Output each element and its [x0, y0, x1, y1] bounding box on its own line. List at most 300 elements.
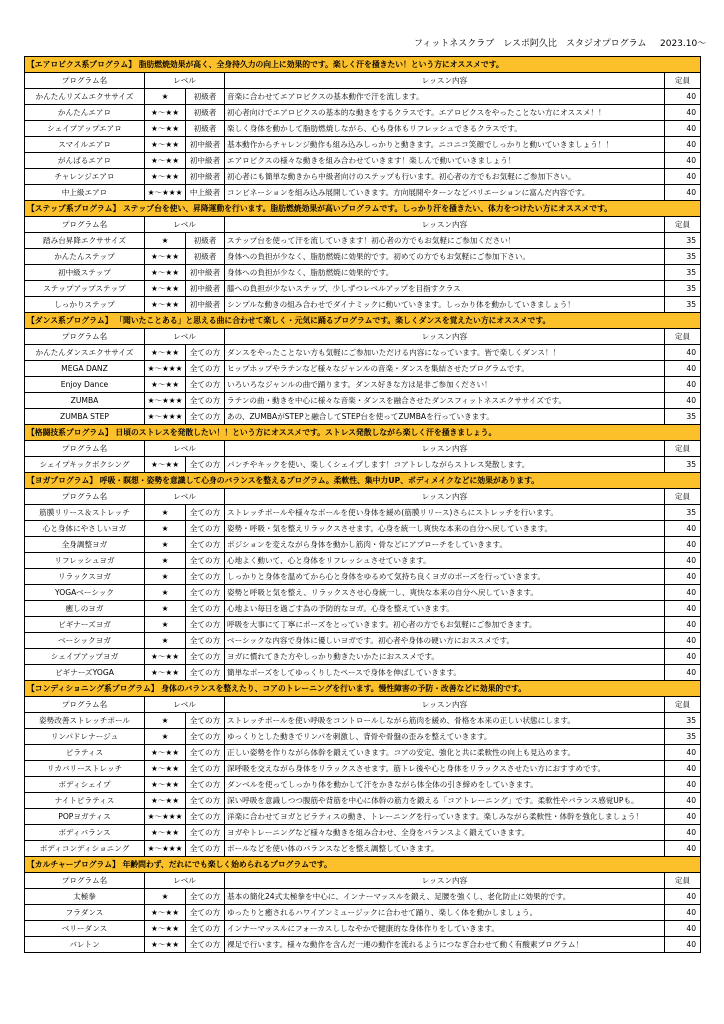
col-header-level: レベル: [145, 441, 225, 457]
capacity-value: 40: [665, 809, 701, 825]
section-title: 【格闘技系プログラム】 日頃のストレスを発散したい！！という方にオススメです。ストレス発散しながら楽しく汗を掻きましょう。: [25, 425, 701, 441]
level-label: 全ての方: [186, 377, 225, 393]
level-stars: ★: [145, 89, 186, 105]
capacity-value: 40: [665, 553, 701, 569]
level-stars: ★～★★: [145, 297, 186, 313]
table-row: [25, 633, 701, 649]
col-header-content: レッスン内容: [225, 489, 665, 505]
section-header: [25, 857, 701, 873]
capacity-value: 40: [665, 569, 701, 585]
lesson-description: パンチやキックを使い、楽しくシェイプします！コアトレしながらストレス発散します。: [225, 457, 665, 473]
capacity-value: 40: [665, 601, 701, 617]
table-row: [25, 153, 701, 169]
program-name: ボディバランス: [25, 825, 145, 841]
col-header-capacity: 定員: [665, 489, 701, 505]
program-name: かんたんステップ: [25, 249, 145, 265]
col-header-level: レベル: [145, 217, 225, 233]
level-label: 全ての方: [186, 793, 225, 809]
level-stars: ★～★★: [145, 457, 186, 473]
program-name: ボディシェイプ: [25, 777, 145, 793]
col-header-capacity: 定員: [665, 873, 701, 889]
capacity-value: 40: [665, 185, 701, 201]
section-title: 【ステップ系プログラム】 ステップ台を使い、昇降運動を行います。脂肪燃焼効果が高いプログラムです。しっかり汗を掻きたい、体力をつけたい方にオススメです。: [25, 201, 701, 217]
level-label: 初級者: [186, 121, 225, 137]
lesson-description: ボールなどを使い体のバランスなどを整え調整していきます。: [225, 841, 665, 857]
level-stars: ★～★★★: [145, 185, 186, 201]
col-header-program: プログラム名: [25, 73, 145, 89]
capacity-value: 40: [665, 169, 701, 185]
program-name: YOGAベーシック: [25, 585, 145, 601]
capacity-value: 40: [665, 649, 701, 665]
table-row: [25, 361, 701, 377]
capacity-value: 40: [665, 393, 701, 409]
level-stars: ★～★★: [145, 377, 186, 393]
program-name: ZUMBA: [25, 393, 145, 409]
program-schedule-table: [24, 56, 701, 953]
table-row: [25, 345, 701, 361]
table-row: [25, 249, 701, 265]
level-stars: ★～★★★: [145, 809, 186, 825]
program-name: チャレンジエアロ: [25, 169, 145, 185]
level-label: 全ての方: [186, 633, 225, 649]
col-header-program: プログラム名: [25, 489, 145, 505]
table-row: [25, 537, 701, 553]
program-name: ベリーダンス: [25, 921, 145, 937]
lesson-description: 膝への負担が少ないステップ、少しずつレベルアップを目指すクラス: [225, 281, 665, 297]
table-row: [25, 457, 701, 473]
level-stars: ★～★★: [145, 825, 186, 841]
column-header-row: [25, 329, 701, 345]
column-header-row: [25, 697, 701, 713]
capacity-value: 35: [665, 505, 701, 521]
table-row: [25, 105, 701, 121]
table-row: [25, 665, 701, 681]
program-name: スマイルエアロ: [25, 137, 145, 153]
capacity-value: 40: [665, 777, 701, 793]
level-stars: ★: [145, 601, 186, 617]
lesson-description: 身体への負担が少なく、脂肪燃焼に効果的です。: [225, 265, 665, 281]
table-row: [25, 505, 701, 521]
capacity-value: 35: [665, 265, 701, 281]
lesson-description: ヒップホップやラテンなど様々なジャンルの音楽・ダンスを集結させたプログラムです。: [225, 361, 665, 377]
level-stars: ★～★★: [145, 649, 186, 665]
table-row: [25, 921, 701, 937]
level-label: 全ての方: [186, 905, 225, 921]
level-label: 初中級者: [186, 297, 225, 313]
program-name: バレトン: [25, 937, 145, 953]
level-label: 全ての方: [186, 649, 225, 665]
program-name: シェイプキックボクシング: [25, 457, 145, 473]
column-header-row: [25, 873, 701, 889]
table-row: [25, 409, 701, 425]
capacity-value: 40: [665, 937, 701, 953]
level-label: 全ての方: [186, 809, 225, 825]
level-stars: ★～★★: [145, 281, 186, 297]
section-title: 【コンディショニング系プログラム】 身体のバランスを整えたり、コアのトレーニングを行います。慢性障害の予防・改善などに効果的です。: [25, 681, 701, 697]
table-row: [25, 809, 701, 825]
lesson-description: ゆったりと癒されるハワイアンミュージックに合わせて踊り、楽しく体を動かしましょう。: [225, 905, 665, 921]
level-stars: ★: [145, 521, 186, 537]
program-name: POPヨガティス: [25, 809, 145, 825]
level-stars: ★～★★: [145, 345, 186, 361]
lesson-description: ヨガに慣れてきた方やしっかり動きたいかたにおススメです。: [225, 649, 665, 665]
lesson-description: ゆっくりとした動きでリンパを刺激し、背骨や骨盤の歪みを整えていきます。: [225, 729, 665, 745]
program-name: MEGA DANZ: [25, 361, 145, 377]
level-label: 全ての方: [186, 777, 225, 793]
section-header: [25, 473, 701, 489]
capacity-value: 35: [665, 297, 701, 313]
level-stars: ★～★★: [145, 777, 186, 793]
lesson-description: 姿勢と呼吸と気を整え、リラックスさせ心身統一し、爽快な本来の自分へ戻していきます。: [225, 585, 665, 601]
level-stars: ★: [145, 713, 186, 729]
level-stars: ★～★★: [145, 665, 186, 681]
section-header: [25, 57, 701, 73]
lesson-description: ステップ台を使って汗を流していきます！初心者の方でもお気軽にご参加ください！: [225, 233, 665, 249]
lesson-description: ダンベルを使ってしっかり体を動かして汗をかきながら体全体の引き締めをしていきます。: [225, 777, 665, 793]
level-label: 全ての方: [186, 345, 225, 361]
table-row: [25, 601, 701, 617]
level-label: 全ての方: [186, 825, 225, 841]
lesson-description: ラテンの曲・動きを中心に様々な音楽・ダンスを融合させたダンスフィットネスエクササイズです。: [225, 393, 665, 409]
program-name: かんたんダンスエクササイズ: [25, 345, 145, 361]
level-stars: ★～★★★: [145, 841, 186, 857]
col-header-program: プログラム名: [25, 697, 145, 713]
level-stars: ★～★★★: [145, 361, 186, 377]
lesson-description: 身体への負担が少なく、脂肪燃焼に効果的です。初めての方でもお気軽にご参加下さい。: [225, 249, 665, 265]
capacity-value: 40: [665, 521, 701, 537]
table-row: [25, 745, 701, 761]
program-name: 全身調整ヨガ: [25, 537, 145, 553]
capacity-value: 40: [665, 905, 701, 921]
lesson-description: ポジションを変えながら身体を動かし筋肉・骨などにアプローチをしていきます。: [225, 537, 665, 553]
lesson-description: 正しい姿勢を作りながら体幹を鍛えていきます。コアの安定、強化と共に柔軟性の向上も見込めます。: [225, 745, 665, 761]
level-stars: ★～★★: [145, 169, 186, 185]
table-row: [25, 137, 701, 153]
program-name: リンパドレナージュ: [25, 729, 145, 745]
table-row: [25, 937, 701, 953]
section-title: 【カルチャープログラム】 年齢問わず、だれにでも楽しく始められるプログラムです。: [25, 857, 701, 873]
col-header-level: レベル: [145, 697, 225, 713]
capacity-value: 40: [665, 633, 701, 649]
level-label: 初中級者: [186, 265, 225, 281]
level-label: 全ての方: [186, 729, 225, 745]
document-header: [374, 36, 714, 52]
level-stars: ★～★★: [145, 905, 186, 921]
table-row: [25, 553, 701, 569]
section-title: 【ヨガプログラム】 呼吸・瞑想・姿勢を意識して心身のバランスを整えるプログラム。柔軟性、集中力UP、ボディメイクなどに効果があります。: [25, 473, 701, 489]
level-stars: ★～★★: [145, 265, 186, 281]
program-name: 筋膜リリース＆ストレッチ: [25, 505, 145, 521]
lesson-description: 心地よく動いて、心と身体をリフレッシュさせていきます。: [225, 553, 665, 569]
table-row: [25, 585, 701, 601]
level-label: 全ての方: [186, 537, 225, 553]
col-header-content: レッスン内容: [225, 441, 665, 457]
col-header-content: レッスン内容: [225, 217, 665, 233]
capacity-value: 35: [665, 409, 701, 425]
section-header: [25, 425, 701, 441]
capacity-value: 35: [665, 729, 701, 745]
col-header-content: レッスン内容: [225, 73, 665, 89]
program-name: リフレッシュヨガ: [25, 553, 145, 569]
level-label: 初級者: [186, 105, 225, 121]
program-name: 中上級エアロ: [25, 185, 145, 201]
program-name: しっかりステップ: [25, 297, 145, 313]
capacity-value: 40: [665, 745, 701, 761]
program-name: ZUMBA STEP: [25, 409, 145, 425]
level-label: 全ての方: [186, 521, 225, 537]
level-label: 初中級者: [186, 137, 225, 153]
level-stars: ★: [145, 889, 186, 905]
section-title: 【ダンス系プログラム】 「聞いたことある」と思える曲に合わせて楽しく・元気に踊るプログラムです。楽しくダンスを覚えたい方にオススメです。: [25, 313, 701, 329]
level-stars: ★: [145, 585, 186, 601]
capacity-value: 35: [665, 281, 701, 297]
table-row: [25, 169, 701, 185]
level-label: 全ての方: [186, 713, 225, 729]
capacity-value: 40: [665, 361, 701, 377]
capacity-value: 40: [665, 585, 701, 601]
level-stars: ★～★★: [145, 249, 186, 265]
lesson-description: 呼吸を大事にて丁寧にポーズをとっていきます。初心者の方でもお気軽にご参加できます。: [225, 617, 665, 633]
lesson-description: コンビネーションを組み込み展開していきます。方向展開やターンなどバリエーションに富んだ内容です。: [225, 185, 665, 201]
col-header-content: レッスン内容: [225, 873, 665, 889]
program-name: かんたんエアロ: [25, 105, 145, 121]
capacity-value: 40: [665, 377, 701, 393]
col-header-level: レベル: [145, 873, 225, 889]
lesson-description: 簡単なポーズをしてゆっくりしたペースで身体を伸ばしていきます。: [225, 665, 665, 681]
col-header-capacity: 定員: [665, 73, 701, 89]
col-header-content: レッスン内容: [225, 329, 665, 345]
lesson-description: 洋楽に合わせてヨガとピラティスの動き、トレーニングを行っていきます。楽しみながら柔軟性・体幹を強化しましょう！: [225, 809, 665, 825]
capacity-value: 35: [665, 233, 701, 249]
effective-date: 2023.10～: [660, 39, 707, 49]
table-row: [25, 185, 701, 201]
program-name: シェイプアップエアロ: [25, 121, 145, 137]
program-name: ビギナーズヨガ: [25, 617, 145, 633]
table-row: [25, 617, 701, 633]
level-stars: ★～★★: [145, 153, 186, 169]
capacity-value: 40: [665, 105, 701, 121]
level-label: 全ての方: [186, 409, 225, 425]
level-stars: ★～★★: [145, 761, 186, 777]
level-stars: ★～★★★: [145, 393, 186, 409]
column-header-row: [25, 73, 701, 89]
level-label: 全ての方: [186, 553, 225, 569]
lesson-description: 基本動作からチャレンジ動作も組み込みしっかりと動きます。ニコニコ笑顔でしっかりと動いていきましょう！！: [225, 137, 665, 153]
capacity-value: 40: [665, 345, 701, 361]
level-label: 中上級者: [186, 185, 225, 201]
col-header-program: プログラム名: [25, 329, 145, 345]
lesson-description: 姿勢・呼吸・気を整えリラックスさせます。心身を統一し爽快な本来の自分へ戻していきます。: [225, 521, 665, 537]
lesson-description: 楽しく身体を動かして脂肪燃焼しながら、心も身体もリフレッシュできるクラスです。: [225, 121, 665, 137]
level-stars: ★: [145, 617, 186, 633]
level-label: 全ての方: [186, 601, 225, 617]
level-stars: ★: [145, 729, 186, 745]
program-name: リカバリーストレッチ: [25, 761, 145, 777]
level-stars: ★: [145, 633, 186, 649]
table-row: [25, 729, 701, 745]
capacity-value: 40: [665, 825, 701, 841]
col-header-capacity: 定員: [665, 217, 701, 233]
lesson-description: 深呼吸を交えながら身体をリラックスさせます。筋トレ後や心と身体をリラックスさせたい方におすすめです。: [225, 761, 665, 777]
table-row: [25, 265, 701, 281]
program-name: ステップアップステップ: [25, 281, 145, 297]
col-header-program: プログラム名: [25, 217, 145, 233]
capacity-value: 40: [665, 89, 701, 105]
table-row: [25, 521, 701, 537]
level-stars: ★～★★: [145, 921, 186, 937]
lesson-description: 初心者にも簡単な動きから中級者向けのステップも行います。初心者の方でもお気軽にご参加下さい。: [225, 169, 665, 185]
lesson-description: 裸足で行います。様々な動作を含んだ一連の動作を流れるようにつなぎ合わせて動く有酸素プログラム！: [225, 937, 665, 953]
level-label: 全ての方: [186, 889, 225, 905]
section-header: [25, 681, 701, 697]
table-row: [25, 713, 701, 729]
level-label: 全ての方: [186, 457, 225, 473]
lesson-description: ヨガやトレーニングなど様々な動きを組み合わせ、全身をバランスよく鍛えていきます。: [225, 825, 665, 841]
level-label: 初中級者: [186, 169, 225, 185]
capacity-value: 40: [665, 617, 701, 633]
column-header-row: [25, 217, 701, 233]
program-name: ボディコンディショニング: [25, 841, 145, 857]
level-stars: ★～★★: [145, 793, 186, 809]
club-title: フィットネスクラブ レスポ阿久比 スタジオプログラム: [414, 39, 647, 49]
program-name: シェイプアップヨガ: [25, 649, 145, 665]
table-row: [25, 377, 701, 393]
lesson-description: 音楽に合わせてエアロビクスの基本動作で汗を流します。: [225, 89, 665, 105]
col-header-capacity: 定員: [665, 441, 701, 457]
level-label: 全ての方: [186, 745, 225, 761]
table-row: [25, 233, 701, 249]
level-label: 全ての方: [186, 841, 225, 857]
capacity-value: 35: [665, 457, 701, 473]
program-name: フラダンス: [25, 905, 145, 921]
lesson-description: シンプルな動きの組み合わせでダイナミックに動いていきます。しっかり体を動かしていきましょう！: [225, 297, 665, 313]
capacity-value: 40: [665, 153, 701, 169]
level-label: 初級者: [186, 233, 225, 249]
col-header-content: レッスン内容: [225, 697, 665, 713]
lesson-description: 初心者向けでエアロビクスの基本的な動きをするクラスです。エアロビクスをやったことない方にオススメ！！: [225, 105, 665, 121]
table-row: [25, 281, 701, 297]
program-name: 心と身体にやさしいヨガ: [25, 521, 145, 537]
level-stars: ★～★★: [145, 105, 186, 121]
level-stars: ★～★★: [145, 745, 186, 761]
section-header: [25, 201, 701, 217]
level-stars: ★: [145, 233, 186, 249]
section-title: 【エアロビクス系プログラム】 脂肪燃焼効果が高く、全身持久力の向上に効果的です。楽しく汗を掻きたい！という方にオススメです。: [25, 57, 701, 73]
program-name: リラックスヨガ: [25, 569, 145, 585]
program-name: ビギナーズYOGA: [25, 665, 145, 681]
capacity-value: 40: [665, 841, 701, 857]
col-header-level: レベル: [145, 73, 225, 89]
table-row: [25, 777, 701, 793]
lesson-description: インナーマッスルにフォーカスししなやかで健康的な身体作りをしていきます。: [225, 921, 665, 937]
table-row: [25, 121, 701, 137]
lesson-description: いろいろなジャンルの曲で踊ります。ダンス好きな方は是非ご参加ください！: [225, 377, 665, 393]
program-name: かんたんリズムエクササイズ: [25, 89, 145, 105]
capacity-value: 40: [665, 121, 701, 137]
level-stars: ★: [145, 505, 186, 521]
table-row: [25, 569, 701, 585]
program-name: 初中級ステップ: [25, 265, 145, 281]
lesson-description: 基本の簡化24式太極拳を中心に、インナーマッスルを鍛え、足腰を強くし、老化防止に効果的です。: [225, 889, 665, 905]
lesson-description: あの、ZUMBAがSTEPと融合してSTEP台を使ってZUMBAを行っていきます。: [225, 409, 665, 425]
level-label: 初中級者: [186, 153, 225, 169]
capacity-value: 40: [665, 537, 701, 553]
col-header-capacity: 定員: [665, 697, 701, 713]
lesson-description: ストレッチポールを使い呼吸をコントロールしながら筋肉を緩め、骨格を本来の正しい状態にします。: [225, 713, 665, 729]
col-header-capacity: 定員: [665, 329, 701, 345]
level-label: 初級者: [186, 249, 225, 265]
level-label: 全ての方: [186, 761, 225, 777]
capacity-value: 40: [665, 793, 701, 809]
program-name: 癒しのヨガ: [25, 601, 145, 617]
program-name: 太極拳: [25, 889, 145, 905]
lesson-description: ストレッチポールや様々なボールを使い身体を緩め(筋膜リリース)さらにストレッチを行います。: [225, 505, 665, 521]
program-name: がんばるエアロ: [25, 153, 145, 169]
table-row: [25, 825, 701, 841]
col-header-level: レベル: [145, 489, 225, 505]
lesson-description: しっかりと身体を温めてから心と身体をゆるめて気持ち良くヨガのポーズを行っていきます。: [225, 569, 665, 585]
level-stars: ★～★★★: [145, 409, 186, 425]
column-header-row: [25, 489, 701, 505]
table-row: [25, 889, 701, 905]
capacity-value: 35: [665, 713, 701, 729]
capacity-value: 40: [665, 921, 701, 937]
table-row: [25, 297, 701, 313]
section-header: [25, 313, 701, 329]
level-stars: ★: [145, 553, 186, 569]
level-label: 全ての方: [186, 665, 225, 681]
level-label: 全ての方: [186, 361, 225, 377]
col-header-program: プログラム名: [25, 873, 145, 889]
program-name: 姿勢改善ストレッチポール: [25, 713, 145, 729]
table-row: [25, 905, 701, 921]
program-name: ベーシックヨガ: [25, 633, 145, 649]
program-name: ナイトピラティス: [25, 793, 145, 809]
table-row: [25, 761, 701, 777]
level-stars: ★～★★: [145, 937, 186, 953]
level-label: 全ての方: [186, 569, 225, 585]
level-stars: ★～★★: [145, 121, 186, 137]
table-row: [25, 393, 701, 409]
program-name: 踏み台昇降エクササイズ: [25, 233, 145, 249]
table-row: [25, 841, 701, 857]
lesson-description: ベーシックな内容で身体に優しいヨガです。初心者や身体の硬い方におススメです。: [225, 633, 665, 649]
level-label: 全ての方: [186, 921, 225, 937]
lesson-description: 深い呼吸を意識しつつ腹筋や背筋を中心に体幹の筋力を鍛える「コアトレーニング」です。柔軟性やバランス感覚UPも。: [225, 793, 665, 809]
level-label: 全ての方: [186, 585, 225, 601]
level-label: 全ての方: [186, 617, 225, 633]
table-row: [25, 89, 701, 105]
level-label: 全ての方: [186, 393, 225, 409]
lesson-description: 心地よい毎日を過ごす為の予防的なヨガ。心身を整えていきます。: [225, 601, 665, 617]
capacity-value: 40: [665, 665, 701, 681]
level-stars: ★～★★: [145, 137, 186, 153]
level-stars: ★: [145, 569, 186, 585]
table-row: [25, 793, 701, 809]
level-label: 全ての方: [186, 505, 225, 521]
capacity-value: 40: [665, 137, 701, 153]
capacity-value: 40: [665, 889, 701, 905]
level-label: 初級者: [186, 89, 225, 105]
lesson-description: エアロビクスの様々な動きを組み合わせていきます！楽しんで動いていきましょう！: [225, 153, 665, 169]
level-stars: ★: [145, 537, 186, 553]
lesson-description: ダンスをやったことない方も気軽にご参加いただける内容になっています。皆で楽しくダンス！！: [225, 345, 665, 361]
col-header-level: レベル: [145, 329, 225, 345]
col-header-program: プログラム名: [25, 441, 145, 457]
capacity-value: 35: [665, 249, 701, 265]
program-name: Enjoy Dance: [25, 377, 145, 393]
program-name: ピラティス: [25, 745, 145, 761]
